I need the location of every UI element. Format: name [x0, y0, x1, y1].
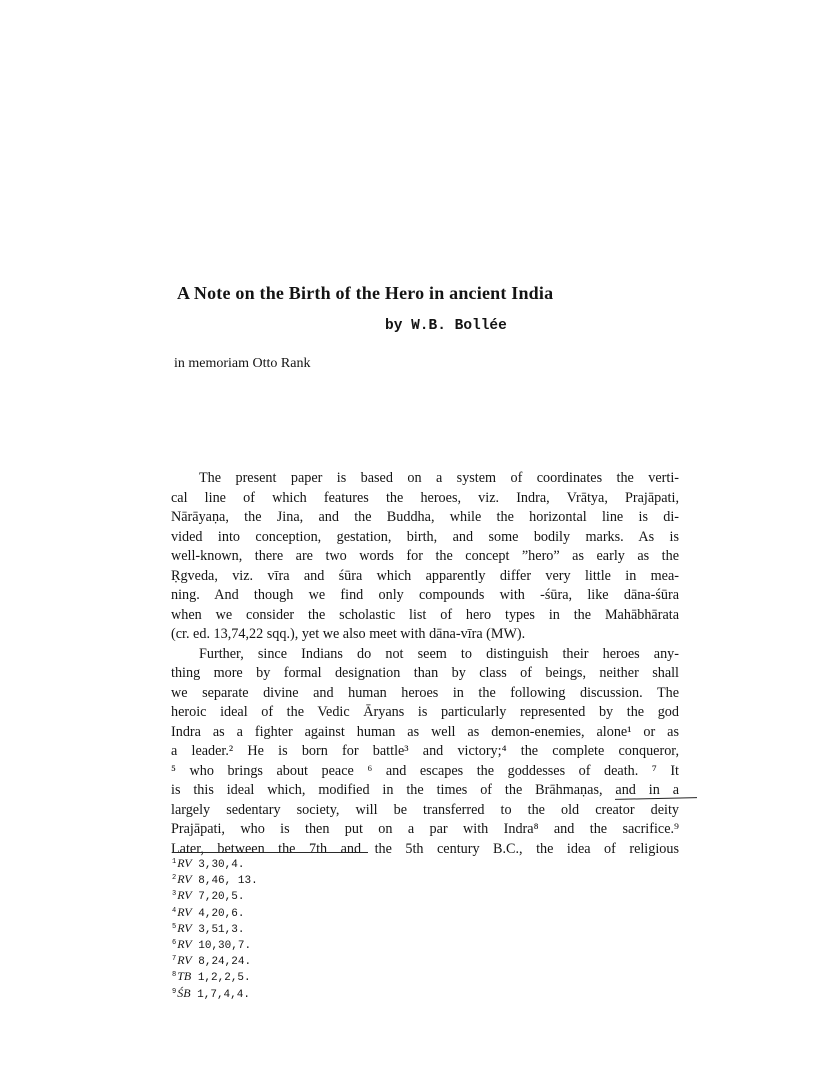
footnote: $^4$RV 4,20,6. — [172, 904, 245, 920]
body-line: Later, between the 7th and the 5th century B.C., the idea of religious — [171, 840, 679, 857]
footnote: $^8$TB 1,2,2,5. — [172, 969, 251, 985]
body-line: Nārāyaṇa, the Jina, and the Buddha, while the horizontal line is di- — [171, 509, 679, 525]
footnote: $^7$RV 8,24,24. — [172, 953, 252, 969]
footnote: $^5$RV 3,51,3. — [172, 920, 245, 936]
footnote: $^2$RV 8,46, 13. — [172, 872, 258, 888]
body-line: thing more by formal designation than by class of beings, neither shall — [171, 665, 679, 681]
body-line: vided into conception, gestation, birth, and some bodily marks. As is — [171, 528, 679, 545]
body-line: Indra as a fighter against human as well as demon-enemies, alone¹ or as — [171, 723, 679, 740]
body-line: ning. And though we find only compounds with -śūra, like dāna-śūra — [171, 587, 679, 603]
body-line: well-known, there are two words for the concept ”hero” as early as the — [171, 548, 679, 564]
body-line: The present paper is based on a system of coordinates the verti- — [199, 470, 679, 486]
footnote: $^9$ŚB 1,7,4,4. — [172, 985, 250, 1001]
body-line: Further, since Indians do not seem to distinguish their heroes any- — [199, 645, 679, 662]
body-line: heroic ideal of the Vedic Āryans is particularly represented by the god — [171, 704, 679, 720]
article-title: A Note on the Birth of the Hero in ancient India — [177, 283, 554, 303]
footnote: $^1$RV 3,30,4. — [172, 856, 245, 871]
body-line: a leader.² He is born for battle³ and victory;⁴ the complete conqueror, — [171, 743, 679, 759]
footnote-divider — [172, 852, 368, 853]
body-line: Prajāpati, who is then put on a par with Indra⁸ and the sacrifice.⁹ — [171, 821, 679, 837]
article-author: by W.B. Bollée — [385, 318, 507, 334]
body-line: we separate divine and human heroes in the following discussion. The — [171, 684, 679, 701]
footnotes — [172, 854, 258, 1000]
footnote: $^3$RV 7,20,5. — [172, 888, 245, 904]
body-line: (cr. ed. 13,74,22 sqq.), yet we also meet with dāna-vīra (MW). — [171, 626, 526, 642]
body-text — [171, 469, 679, 859]
footnote: $^6$RV 10,30,7. — [172, 936, 252, 952]
body-line: largely sedentary society, will be transferred to the old creator deity — [171, 801, 679, 818]
body-line: Ṛgveda, viz. vīra and śūra which apparently differ very little in mea- — [171, 567, 679, 584]
dedication: in memoriam Otto Rank — [174, 356, 311, 371]
body-line: cal line of which features the heroes, viz. Indra, Vrātya, Prajāpati, — [171, 489, 679, 506]
body-line: is this ideal which, modified in the times of the Brāhmaṇas, and in a — [171, 782, 679, 798]
body-line: when we consider the scholastic list of hero types in the Mahābhārata — [171, 606, 679, 623]
body-line: ⁵ who brings about peace ⁶ and escapes the goddesses of death. ⁷ It — [171, 762, 679, 779]
